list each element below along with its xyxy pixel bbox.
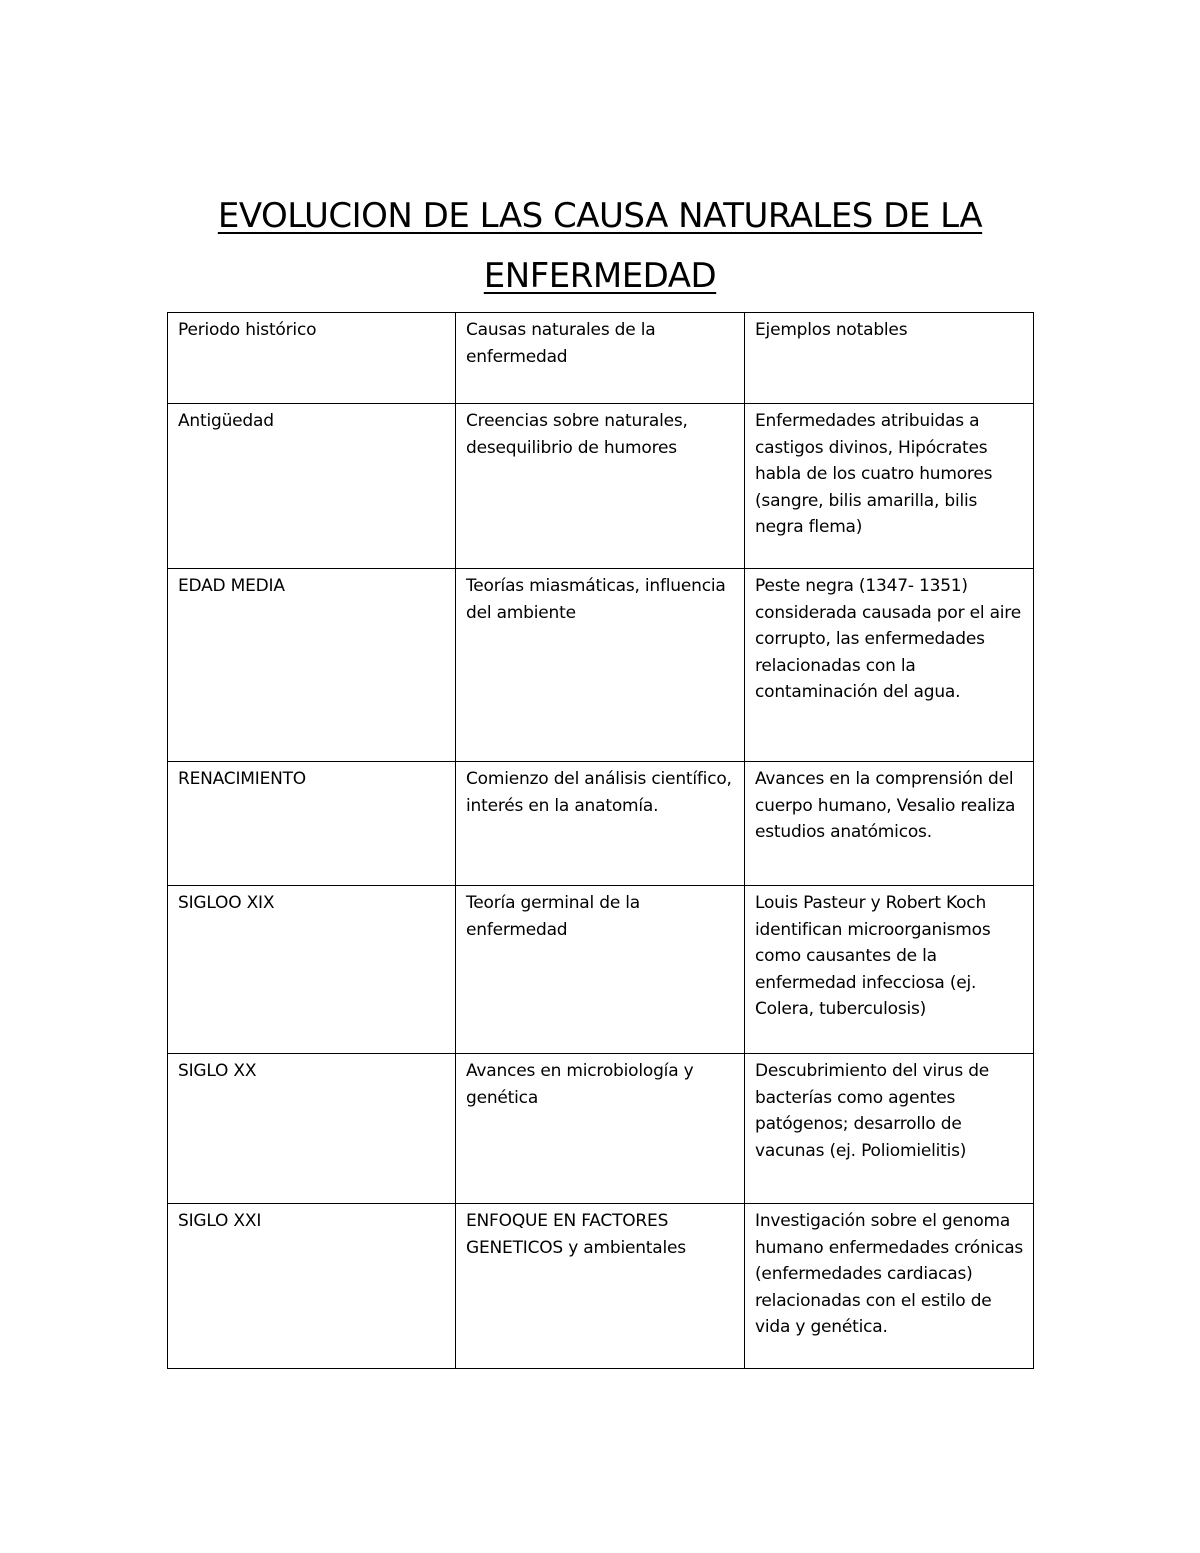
cell-period: SIGLO XXI (168, 1204, 456, 1369)
cell-period: RENACIMIENTO (168, 762, 456, 886)
history-table (167, 312, 1034, 1369)
cell-causes: Avances en microbiología y genética (456, 1054, 745, 1204)
cell-examples: Enfermedades atribuidas a castigos divinos, Hipócrates habla de los cuatro humores (sangre, bilis amarilla, bilis negra flema) (745, 404, 1034, 569)
cell-causes: ENFOQUE EN FACTORES GENETICOS y ambientales (456, 1204, 745, 1369)
page-title-line-1: EVOLUCION DE LAS CAUSA NATURALES DE LA (217, 196, 983, 236)
table-header-row (168, 313, 1034, 404)
page-title-line-2: ENFERMEDAD (483, 256, 717, 296)
table-row (168, 569, 1034, 762)
cell-examples: Louis Pasteur y Robert Koch identifican microorganismos como causantes de la enfermedad infecciosa (ej. Colera, tuberculosis) (745, 886, 1034, 1054)
header-cell-examples: Ejemplos notables (745, 313, 1034, 404)
table-row (168, 886, 1034, 1054)
cell-period: EDAD MEDIA (168, 569, 456, 762)
table-row (168, 1204, 1034, 1369)
cell-causes: Teorías miasmáticas, influencia del ambiente (456, 569, 745, 762)
header-cell-period: Periodo histórico (168, 313, 456, 404)
cell-causes: Creencias sobre naturales, desequilibrio de humores (456, 404, 745, 569)
cell-examples: Avances en la comprensión del cuerpo humano, Vesalio realiza estudios anatómicos. (745, 762, 1034, 886)
cell-causes: Teoría germinal de la enfermedad (456, 886, 745, 1054)
cell-examples: Descubrimiento del virus de bacterías como agentes patógenos; desarrollo de vacunas (ej. Poliomielitis) (745, 1054, 1034, 1204)
cell-examples: Peste negra (1347- 1351) considerada causada por el aire corrupto, las enfermedades relacionadas con la contaminación del agua. (745, 569, 1034, 762)
cell-period: SIGLOO XIX (168, 886, 456, 1054)
table-row (168, 762, 1034, 886)
cell-examples: Investigación sobre el genoma humano enfermedades crónicas (enfermedades cardiacas) relacionadas con el estilo de vida y genética. (745, 1204, 1034, 1369)
cell-period: SIGLO XX (168, 1054, 456, 1204)
table-row (168, 1054, 1034, 1204)
page-title (150, 186, 1050, 306)
cell-period: Antigüedad (168, 404, 456, 569)
table-row (168, 404, 1034, 569)
header-cell-causes: Causas naturales de la enfermedad (456, 313, 745, 404)
cell-causes: Comienzo del análisis científico, interés en la anatomía. (456, 762, 745, 886)
